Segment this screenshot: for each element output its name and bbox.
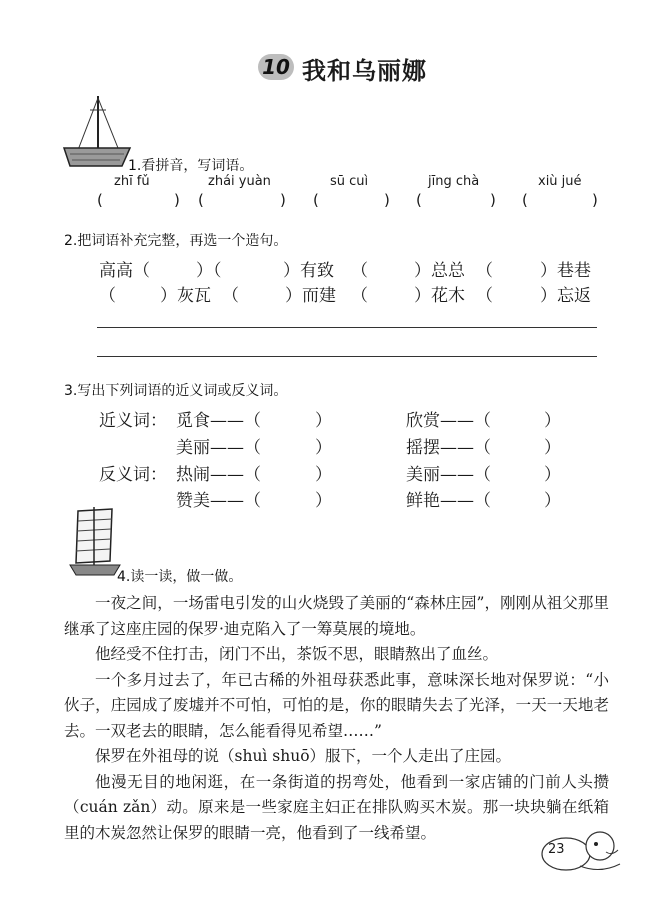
pinyin-4: jīng chà	[428, 174, 480, 189]
closing-paren: ）	[315, 411, 332, 431]
sailboat-illustration	[60, 92, 135, 172]
answer-blank-1-close: )	[174, 191, 180, 209]
answer-blank-4-close: )	[490, 191, 496, 209]
closing-paren: ）	[315, 465, 332, 485]
reading-passage	[64, 591, 609, 846]
fill-item: ）而建	[285, 286, 336, 306]
question-1-label: 1.看拼音，写词语。	[128, 158, 254, 174]
closing-paren: ）	[544, 411, 561, 431]
fill-item: （	[351, 261, 368, 281]
pinyin-2: zhái yuàn	[208, 174, 271, 189]
word-pair-item: 觅食——（	[176, 411, 261, 431]
word-pair-item: 美丽——（	[406, 465, 491, 485]
passage-paragraph: 一个多月过去了，年已古稀的外祖母获悉此事，意味深长地对保罗说：“小伙子，庄园成了废墟并不可怕，可怕的是，你的眼睛失去了光泽，一天一天地老去。一双老去的眼睛，怎么能看得见希望……”	[64, 670, 609, 740]
passage-paragraph: 保罗在外祖母的说（shuì shuō）服下，一个人走出了庄园。	[95, 747, 512, 765]
fill-item: ）忘返	[540, 286, 591, 306]
answer-blank-2-close: )	[280, 191, 286, 209]
word-pair-item: 赞美——（	[176, 491, 261, 511]
word-pair-item: 热闹——（	[176, 465, 261, 485]
answer-blank-4-open[interactable]: (	[416, 191, 422, 209]
pinyin-5: xiù jué	[538, 174, 582, 189]
passage-paragraph: 他经受不住打击，闭门不出，茶饭不思，眼睛熬出了血丝。	[95, 645, 499, 663]
lesson-number-badge: 10	[258, 54, 294, 80]
closing-paren: ）	[544, 438, 561, 458]
pinyin-1: zhī fǔ	[114, 174, 150, 189]
passage-paragraph: 一夜之间，一场雷电引发的山火烧毁了美丽的“森林庄园”，刚刚从祖父那里继承了这座庄园的保罗·迪克陷入了一筹莫展的境地。	[64, 594, 609, 638]
word-pair-item: 美丽——（	[176, 438, 261, 458]
word-pair-item: 欣赏——（	[406, 411, 491, 431]
question-3-label: 3.写出下列词语的近义词或反义词。	[64, 383, 288, 399]
lesson-title: 我和乌丽娜	[302, 57, 427, 85]
passage-paragraph: 他漫无目的地闲逛，在一条街道的拐弯处，他看到一家店铺的门前人头攒（cuán zǎn）动。原来是一些家庭主妇正在排队购买木炭。那一块块躺在纸箱里的木炭忽然让保罗的眼睛一亮，他看到了一线希望。	[64, 772, 609, 842]
answer-blank-5-open[interactable]: (	[522, 191, 528, 209]
fill-item: （	[99, 286, 116, 306]
answer-blank-3-close: )	[384, 191, 390, 209]
fill-item: ）（	[196, 261, 222, 281]
closing-paren: ）	[315, 438, 332, 458]
fill-item: ）花木	[414, 286, 465, 306]
fill-item: （	[351, 286, 368, 306]
sentence-writing-line[interactable]	[97, 327, 597, 328]
closing-paren: ）	[544, 491, 561, 511]
sentence-writing-line[interactable]	[97, 356, 597, 357]
fill-item: （	[222, 286, 239, 306]
page-number: 23	[548, 842, 565, 857]
answer-blank-1-open[interactable]: (	[97, 191, 103, 209]
fill-item: 高高（	[99, 261, 150, 281]
pinyin-3: sū cuì	[330, 174, 369, 189]
fill-item: （	[476, 286, 493, 306]
fill-item: ）总总	[414, 261, 465, 281]
fill-item: ）巷巷	[540, 261, 591, 281]
fill-item: （	[476, 261, 493, 281]
question-4-label: 4.读一读，做一做。	[117, 569, 243, 585]
answer-blank-2-open[interactable]: (	[198, 191, 204, 209]
closing-paren: ）	[315, 491, 332, 511]
fill-item: ）有致	[283, 261, 334, 281]
answer-blank-3-open[interactable]: (	[313, 191, 319, 209]
word-pair-item: 摇摆——（	[406, 438, 491, 458]
fill-item: ）灰瓦	[160, 286, 211, 306]
word-pair-item: 鲜艳——（	[406, 491, 491, 511]
closing-paren: ）	[544, 465, 561, 485]
answer-blank-5-close: )	[592, 191, 598, 209]
synonym-label: 近义词：	[99, 411, 167, 431]
antonym-label: 反义词：	[99, 465, 167, 485]
question-2-label: 2.把词语补充完整，再选一个造句。	[64, 233, 288, 249]
